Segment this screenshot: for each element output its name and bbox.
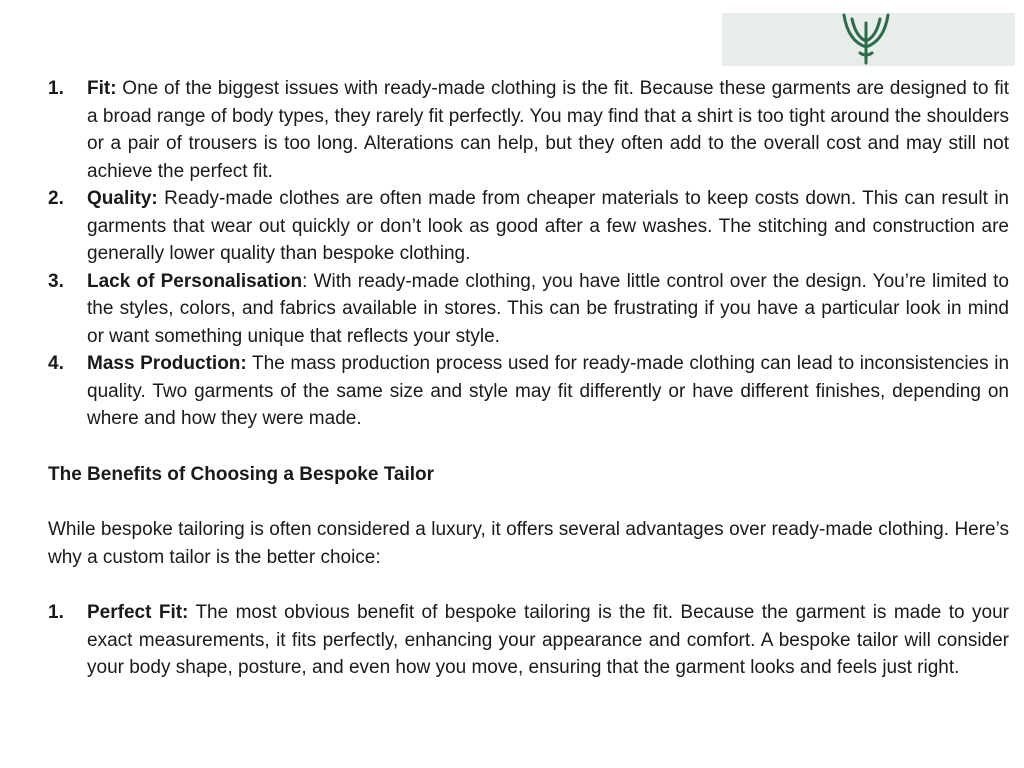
item-term: Fit: (87, 78, 117, 99)
benefits-list (48, 599, 1009, 682)
item-text: The mass production process used for ready-made clothing can lead to inconsistencies in quality. Two garments of the same size and style may fit differently or have different finishes, depending on where and how they were made. (87, 353, 1010, 429)
brand-logo (722, 13, 1015, 66)
section-heading: The Benefits of Choosing a Bespoke Tailor (48, 463, 435, 485)
item-number: 1. (48, 78, 64, 99)
item-term: Perfect Fit: (87, 602, 189, 623)
item-text: : With ready-made clothing, you have little control over the design. You’re limited to the styles, colors, and fabrics available in stores. This can be frustrating if you have a particular look in mind or want something unique that reflects your style. (87, 270, 1009, 347)
list-item (48, 268, 1009, 351)
item-term: Lack of Personalisation (87, 270, 303, 292)
item-number: 3. (48, 270, 64, 292)
item-text: One of the biggest issues with ready-made clothing is the fit. Because these garments are designed to fit a broad range of body types, they rarely fit perfectly. You may find that a shirt is too tight around the shoulders or a pair of trousers is too long. Alterations can help, but they often add to the overall cost and may still not achieve the perfect fit. (87, 78, 1009, 182)
trident-w-monogram-icon (836, 13, 896, 66)
document-body (48, 75, 1009, 682)
list-item (48, 599, 1009, 682)
item-term: Quality: (87, 188, 158, 209)
drawbacks-list (48, 75, 1009, 433)
intro-paragraph: While bespoke tailoring is often considered a luxury, it offers several advantages over ready-made clothing. Here’s why a custom tailor is the better choice: (48, 519, 1009, 568)
item-text: Ready-made clothes are often made from cheaper materials to keep costs down. This can result in garments that wear out quickly or don’t look as good after a few washes. The stitching and construction are generally lower quality than bespoke clothing. (87, 188, 1009, 264)
list-item (48, 350, 1009, 433)
item-number: 4. (48, 353, 64, 374)
item-text: The most obvious benefit of bespoke tailoring is the fit. Because the garment is made to your exact measurements, it fits perfectly, enhancing your appearance and comfort. A bespoke tailor will consider your body shape, posture, and even how you move, ensuring that the garment looks and feels just right. (87, 602, 1009, 678)
item-term: Mass Production: (87, 353, 247, 374)
list-item (48, 75, 1009, 185)
item-number: 2. (48, 188, 64, 209)
list-item (48, 185, 1009, 268)
item-number: 1. (48, 602, 64, 623)
